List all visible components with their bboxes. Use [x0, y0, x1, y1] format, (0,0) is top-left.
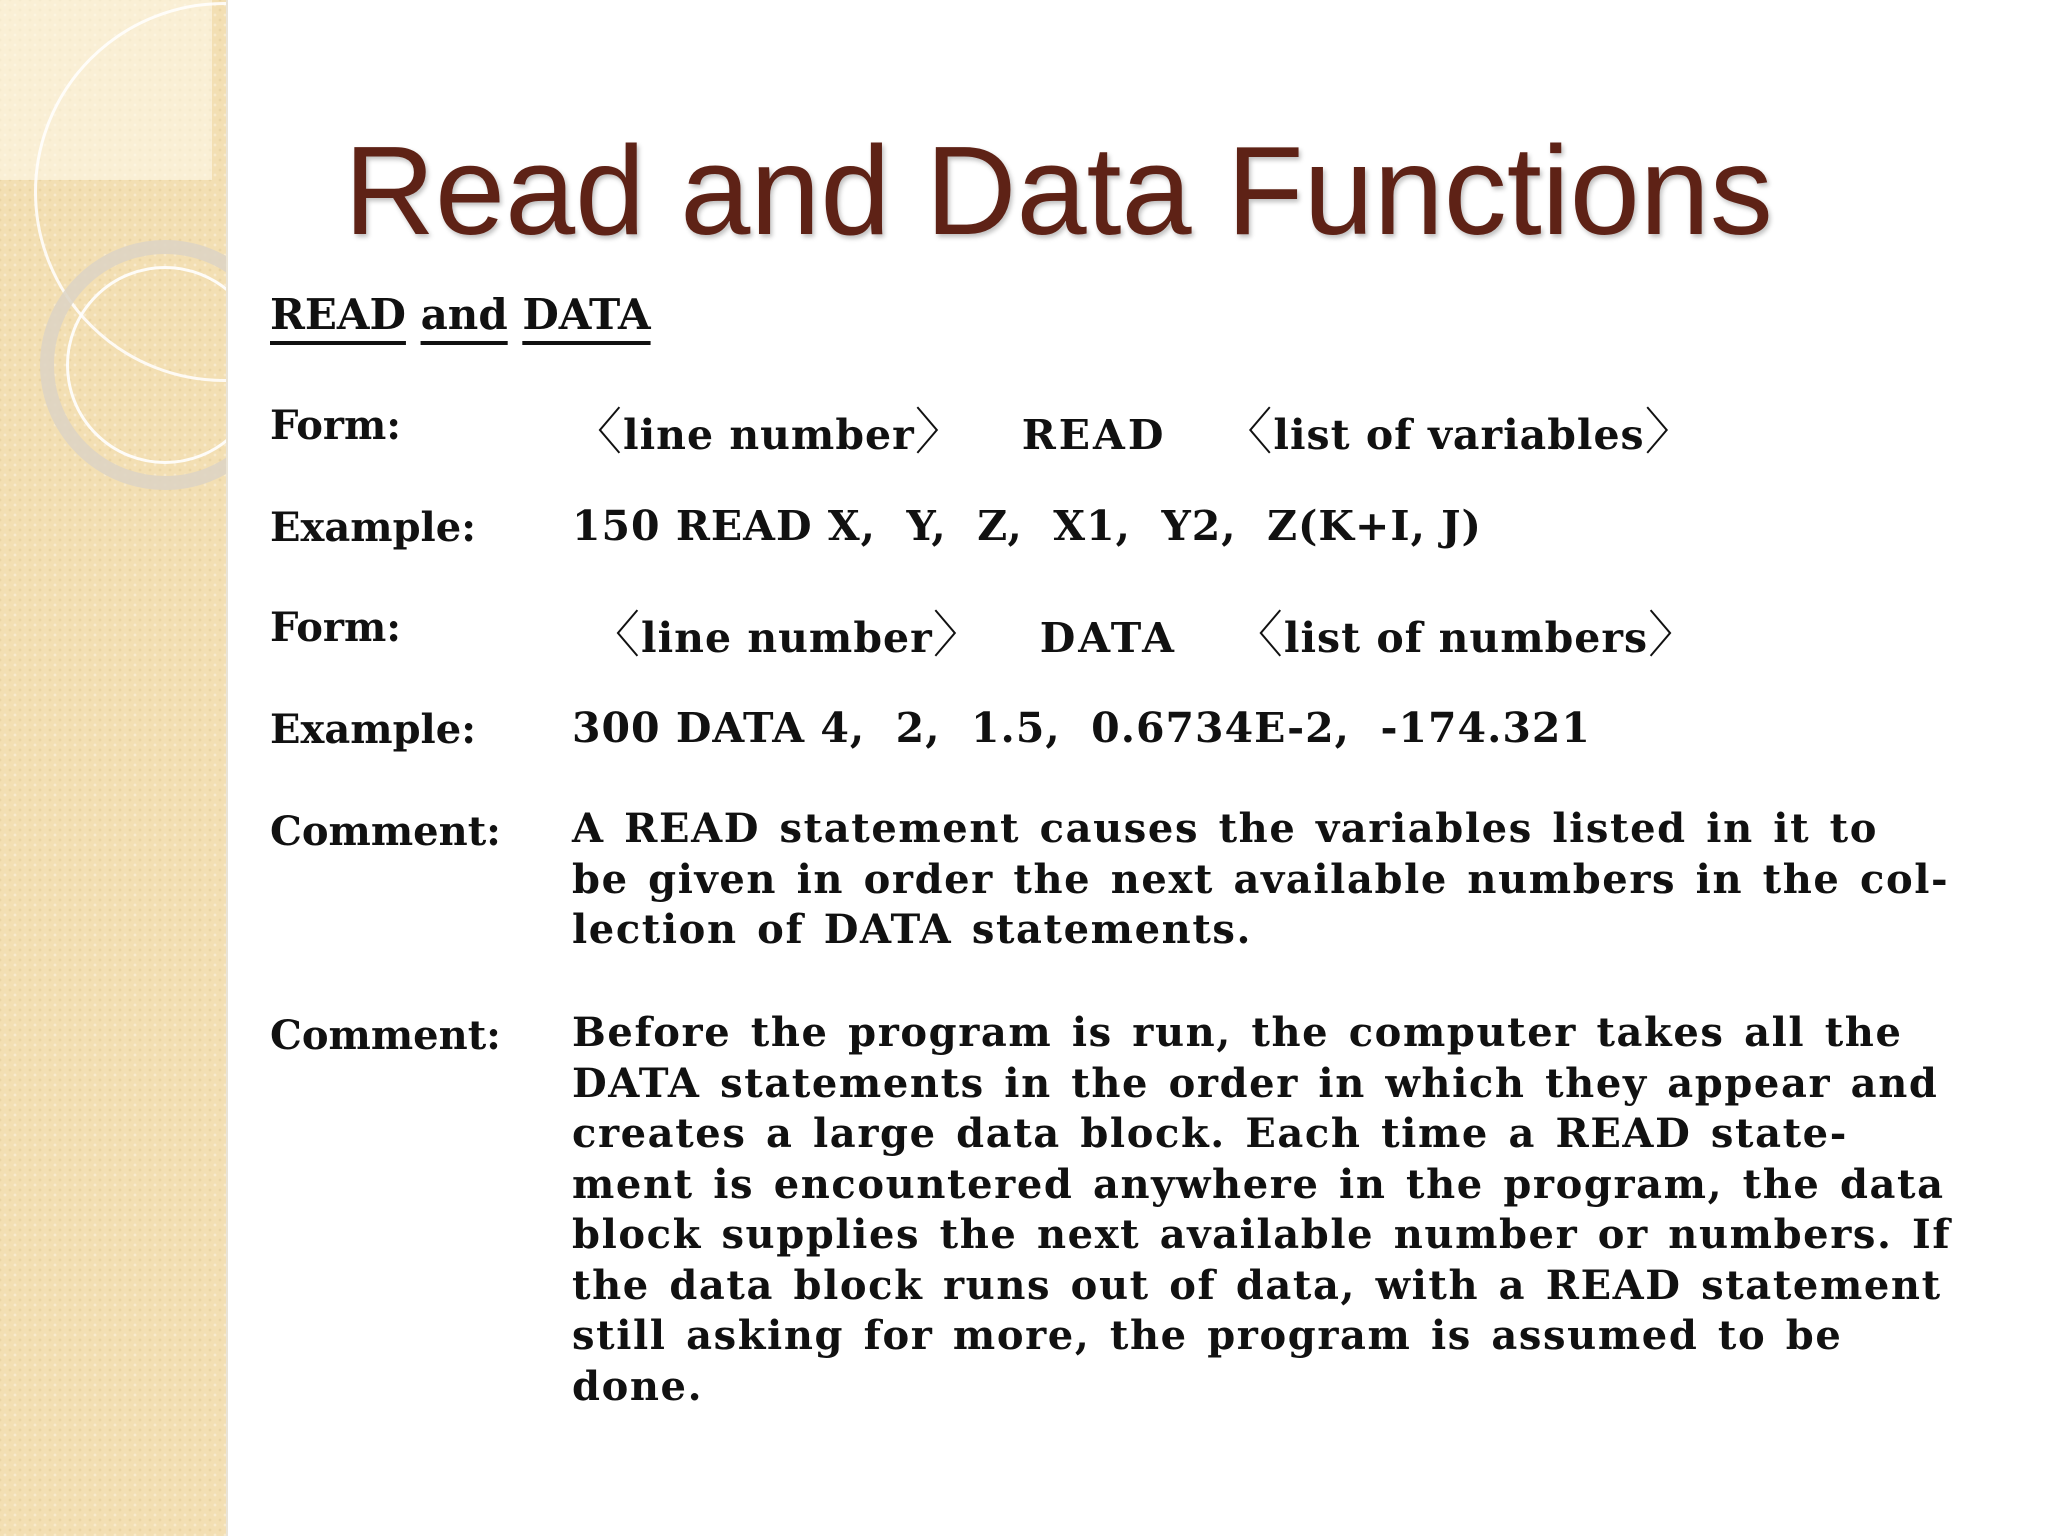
comment-1-line: lection of DATA statements.	[572, 906, 1253, 953]
comment-2-line: the data block runs out of data, with a READ statement	[572, 1261, 1942, 1309]
read-example-code: 150 READ X, Y, Z, X1, Y2, Z(K+I, J)	[572, 502, 1482, 550]
read-form-line-number: line number	[623, 411, 915, 459]
comment-2-label: Comment:	[270, 1012, 501, 1059]
side-panel-edge	[226, 0, 228, 1536]
comment-1-label: Comment:	[270, 808, 501, 855]
data-example-code: 300 DATA 4, 2, 1.5, 0.6734E-2, -174.321	[572, 704, 1591, 752]
comment-2-line: Before the program is run, the computer takes all the	[572, 1009, 1903, 1056]
comment-1-text	[572, 804, 1949, 956]
comment-1-line: A READ statement causes the variables listed in it to	[572, 805, 1879, 852]
heading-data: DATA	[522, 290, 651, 339]
left-angle-icon: 〈	[1222, 403, 1274, 461]
comment-2-text	[572, 1008, 1951, 1412]
comment-2-line: block supplies the next available number or numbers. If	[572, 1211, 1952, 1258]
right-angle-icon: 〉	[1648, 606, 1700, 664]
data-form-label: Form:	[270, 604, 402, 651]
comment-2-line: DATA statements in the order in which they appear and	[572, 1059, 1939, 1107]
data-form-syntax	[590, 595, 1699, 667]
comment-2-line: creates a large data block. Each time a READ state-	[572, 1110, 1848, 1157]
data-form-line-number: line number	[641, 614, 933, 662]
left-angle-icon: 〈	[590, 606, 641, 664]
data-example-label: Example:	[270, 706, 476, 753]
right-angle-icon: 〉	[1644, 403, 1696, 461]
heading-and: and	[420, 290, 508, 339]
data-form-list: list of numbers	[1283, 614, 1649, 662]
read-example-label: Example:	[270, 504, 476, 551]
read-form-label: Form:	[270, 402, 402, 449]
slide-title: Read and Data Functions	[344, 120, 1773, 261]
read-form-list: list of variables	[1273, 411, 1645, 459]
comment-2-line: ment is encountered anywhere in the program, the data	[572, 1160, 1945, 1208]
decorative-side-panel	[0, 0, 228, 1536]
read-form-syntax	[572, 392, 1696, 464]
document-heading	[270, 290, 651, 339]
data-form-keyword: DATA	[1039, 614, 1177, 662]
comment-2-line: done.	[572, 1362, 704, 1410]
right-angle-icon: 〉	[914, 403, 966, 461]
read-form-keyword: READ	[1021, 411, 1167, 459]
right-angle-icon: 〉	[932, 606, 984, 664]
left-angle-icon: 〈	[1232, 606, 1284, 664]
heading-read: READ	[270, 290, 406, 339]
left-angle-icon: 〈	[572, 403, 623, 461]
comment-2-line: still asking for more, the program is assumed to be	[572, 1312, 1843, 1359]
comment-1-line: be given in order the next available numbers in the col-	[572, 855, 1950, 903]
